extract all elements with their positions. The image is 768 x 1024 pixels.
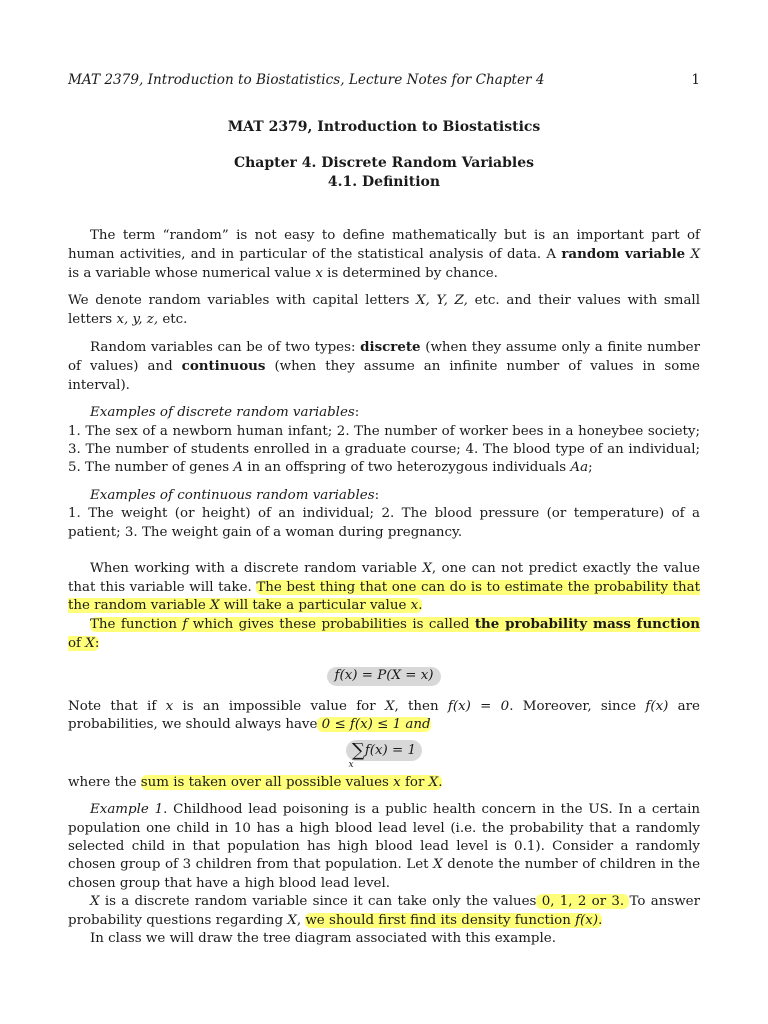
paragraph-pmf-properties: Note that if x is an impossible value for X, then f(x) = 0. Moreover, since f(x) are probabilities, we should always have 0 ≤ f(x) ≤ 1 and (68, 698, 700, 732)
continuous-examples-heading: Examples of continuous random variables: (90, 487, 380, 503)
paragraph-sum-note: where the sum is taken over all possible values x for X. (68, 774, 443, 790)
term-discrete: discrete (360, 339, 421, 356)
paragraph-pmf (68, 615, 700, 653)
term-pmf: the probability mass function (474, 616, 701, 633)
title-block (68, 118, 700, 191)
highlight-estimate-probability: The best thing that one can do is to estimate the probability that the random variable X will take a particular value x. (68, 579, 701, 613)
highlight-pmf: The function f which gives these probabilities is called the probability mass function of X: (68, 616, 701, 651)
sigma-symbol: ∑ (351, 740, 365, 762)
highlight-values: 0, 1, 2 or 3. (536, 894, 630, 910)
paragraph-notation: We denote random variables with capital letters X, Y, Z, etc. and their values with small letters x, y, z, etc. (68, 293, 700, 327)
example-1-label: Example 1. (90, 802, 168, 818)
paragraph-types: Random variables can be of two types: discrete (when they assume only a finite number of values) and continuous (when they assume an infinite number of values in some interval). (68, 339, 700, 393)
chapter-title: Chapter 4. Discrete Random Variables (233, 155, 535, 172)
term-continuous: continuous (181, 358, 266, 375)
highlight-probability-bounds: 0 ≤ f(x) ≤ 1 and (317, 716, 431, 732)
discrete-examples-list: 1. The sex of a newborn human infant; 2. The number of worker bees in a honeybee society; 3. The number of students enrolled in a graduate course; 4. The blood type of an individual; 5. The number of genes A in an offspring of two heterozygous individuals Aa; (68, 423, 700, 476)
term-random-variable: random variable (561, 246, 686, 263)
example-1-tree-note: In class we will draw the tree diagram associated with this example. (90, 931, 556, 946)
page-number: 1 (691, 72, 700, 88)
highlight-density-function: we should first find its density function f(x). (305, 912, 603, 928)
section-title: 4.1. Definition (327, 173, 441, 190)
document-body (68, 227, 700, 948)
continuous-examples-list: 1. The weight (or height) of an individual; 2. The blood pressure (or temperature) of a patient; 3. The weight gain of a woman during pregnancy. (68, 506, 700, 540)
running-header (68, 71, 700, 89)
sum-formula: ∑f(x) = 1 x (68, 740, 700, 769)
sum-index: x (348, 759, 354, 770)
discrete-examples-heading: Examples of discrete random variables: (90, 405, 360, 421)
running-title: MAT 2379, Introduction to Biostatistics, Lecture Notes for Chapter 4 (68, 72, 545, 88)
example-1-values: X is a discrete random variable since it can take only the values 0, 1, 2 or 3. To answer probability questions regarding X, we should first find its density function f(x). (68, 894, 700, 928)
example-1-paragraph: Example 1. Childhood lead poisoning is a public health concern in the US. In a certain population one child in 10 has a high blood lead level (i.e. the probability that a randomly selected child in that population has high blood lead level is 0.1). Consider a randomly chosen group of 3 children from that population. Let X denote the number of children in the chosen group that have a high blood lead level. (68, 802, 701, 891)
highlight-sum-over-values: sum is taken over all possible values x for X. (140, 774, 443, 790)
paragraph-random-definition: The term “random” is not easy to define mathematically but is an important part of human activities, and in particular of the statistical analysis of data. A random variable X is a variable whose numerical value x is determined by chance. (68, 228, 700, 281)
course-title: MAT 2379, Introduction to Biostatistics (227, 119, 541, 135)
pmf-formula: f(x) = P(X = x) (327, 667, 442, 685)
paragraph-discrete-variable: When working with a discrete random variable X, one can not predict exactly the value that this variable will take. The best thing that one can do is to estimate the probability that the random variable X will take a particular value x. (68, 561, 701, 613)
